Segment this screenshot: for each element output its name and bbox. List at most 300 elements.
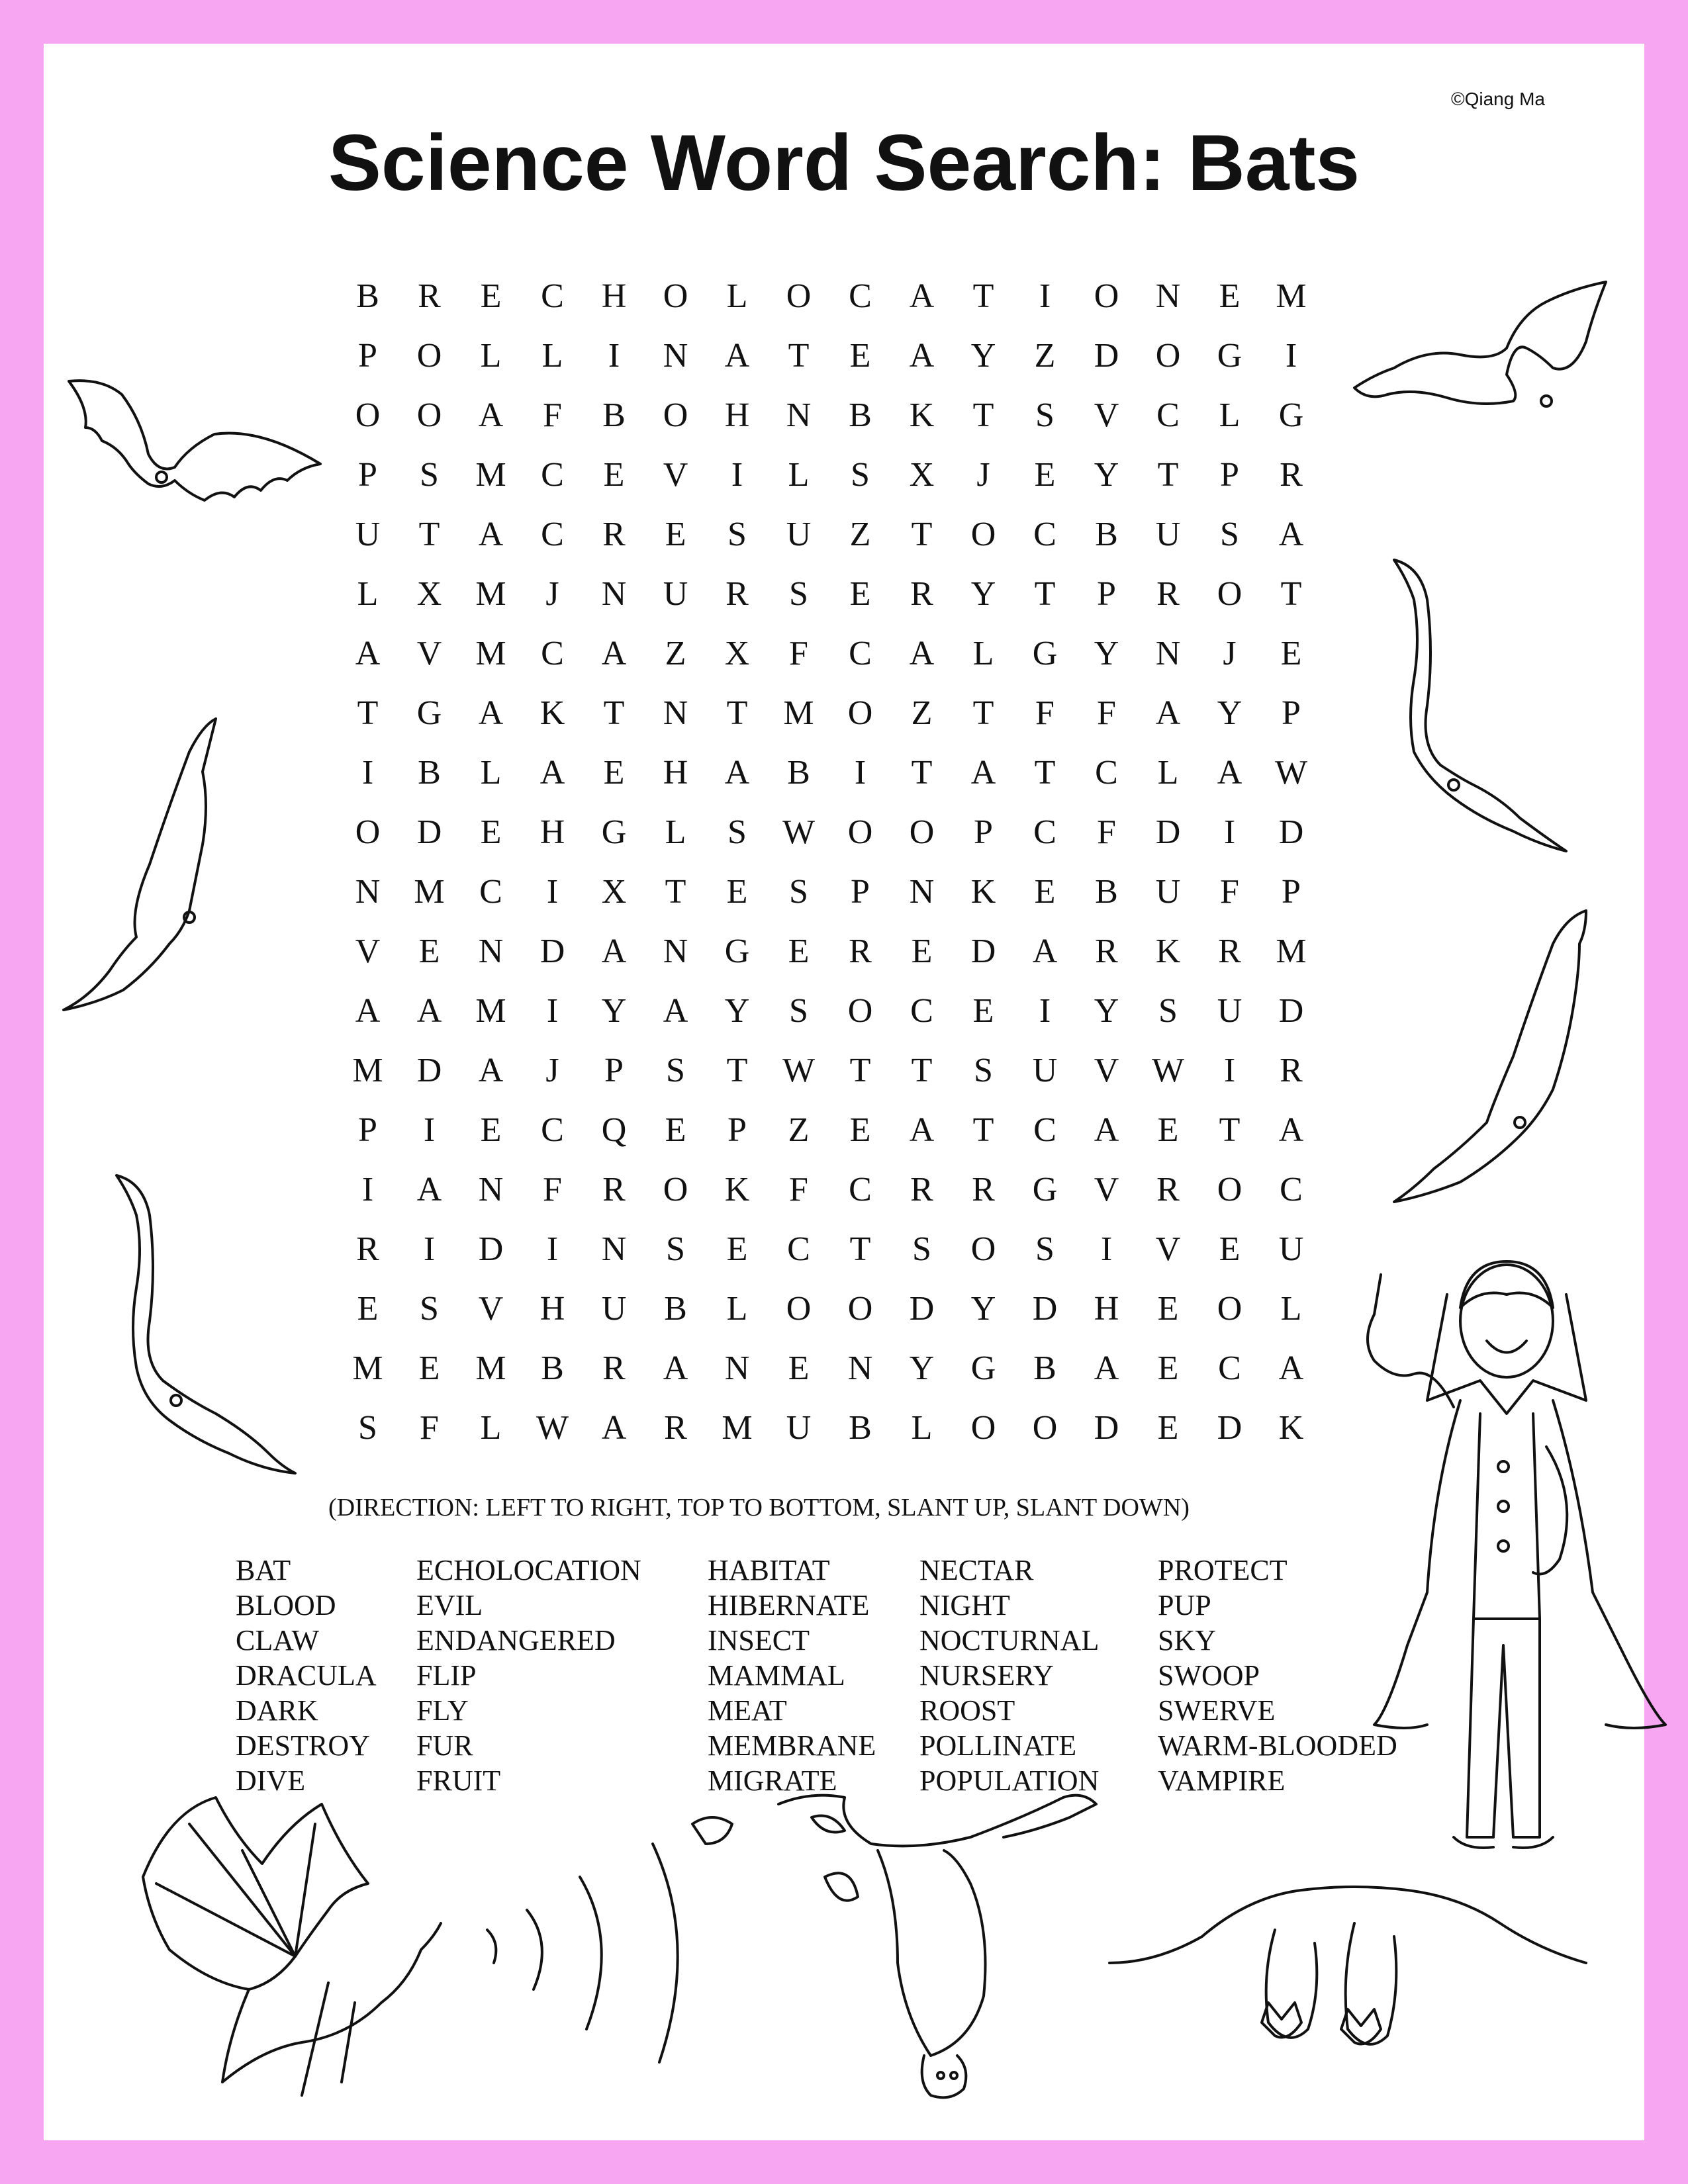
grid-letter: Y <box>1094 991 1119 1030</box>
grid-letter: B <box>849 396 872 434</box>
grid-letter: A <box>1155 694 1181 732</box>
vampire-dracula-illustration <box>1335 1248 1679 1884</box>
grid-letter: A <box>724 336 750 375</box>
grid-letter: P <box>851 872 870 911</box>
grid-letter: D <box>1217 1408 1243 1447</box>
grid-letter: H <box>1094 1289 1119 1328</box>
grid-letter: V <box>1155 1230 1181 1268</box>
grid-letter: A <box>478 1051 504 1089</box>
grid-letter: Z <box>849 515 871 553</box>
grid-letter: B <box>849 1408 872 1447</box>
grid-letter: D <box>909 1289 935 1328</box>
flying-bat-icon <box>103 1169 302 1480</box>
grid-letter: E <box>1034 872 1056 911</box>
grid-letter: W <box>782 813 816 851</box>
grid-letter: W <box>1151 1051 1185 1089</box>
grid-letter: A <box>724 753 750 792</box>
grid-letter: C <box>1033 813 1056 851</box>
grid-letter: K <box>1155 932 1181 970</box>
grid-letter: Y <box>970 336 996 375</box>
grid-letter: A <box>1278 1111 1304 1149</box>
grid-letter: O <box>355 813 381 851</box>
grid-letter: O <box>416 396 442 434</box>
grid-letter: C <box>1280 1170 1303 1208</box>
grid-letter: A <box>909 277 935 315</box>
grid-letter: F <box>789 1170 808 1208</box>
grid-letter: D <box>1094 1408 1119 1447</box>
grid-letter: K <box>1278 1408 1304 1447</box>
grid-letter: I <box>361 1170 374 1208</box>
grid-letter: R <box>1156 1170 1180 1208</box>
grid-letter: B <box>1095 515 1118 553</box>
grid-letter: P <box>358 1111 377 1149</box>
grid-letter: D <box>970 932 996 970</box>
grid-letter: E <box>1219 1230 1241 1268</box>
roosting-bats-illustration <box>1103 1831 1593 2082</box>
grid-letter: U <box>1032 1051 1058 1089</box>
grid-letter: T <box>1219 1111 1241 1149</box>
grid-letter: M <box>352 1051 383 1089</box>
word-list-column <box>919 1553 1099 1798</box>
flying-bat-icon <box>1381 547 1579 858</box>
grid-letter: R <box>910 1170 933 1208</box>
grid-letter: M <box>414 872 445 911</box>
grid-letter: X <box>724 634 750 672</box>
word-list-item: BLOOD <box>236 1589 336 1621</box>
grid-letter: A <box>663 991 688 1030</box>
grid-letter: M <box>1276 277 1307 315</box>
grid-letter: D <box>1278 813 1304 851</box>
grid-letter: A <box>909 634 935 672</box>
grid-letter: C <box>1156 396 1180 434</box>
grid-letter: D <box>478 1230 504 1268</box>
word-list-item: POLLINATE <box>919 1729 1077 1762</box>
grid-letter: O <box>970 515 996 553</box>
grid-letter: S <box>1220 515 1239 553</box>
grid-letter: F <box>1097 694 1116 732</box>
grid-letter: K <box>909 396 935 434</box>
grid-letter: G <box>970 1349 996 1387</box>
grid-letter: T <box>726 694 748 732</box>
grid-letter: T <box>972 396 994 434</box>
grid-letter: T <box>357 694 379 732</box>
grid-letter: S <box>1158 991 1178 1030</box>
grid-letter: U <box>663 574 688 613</box>
grid-letter: S <box>789 991 808 1030</box>
grid-letter: F <box>1097 813 1116 851</box>
grid-letter: E <box>603 753 625 792</box>
word-list-item: NURSERY <box>919 1659 1054 1692</box>
grid-letter: O <box>663 277 688 315</box>
grid-letter: E <box>480 277 502 315</box>
grid-letter: A <box>1032 932 1058 970</box>
grid-letter: L <box>357 574 379 613</box>
grid-letter: C <box>541 277 564 315</box>
grid-letter: S <box>851 455 870 494</box>
echolocating-bat-illustration <box>130 1784 759 2109</box>
grid-letter: I <box>1223 813 1236 851</box>
grid-letter: D <box>539 932 565 970</box>
grid-letter: N <box>1155 277 1181 315</box>
grid-letter: E <box>418 1349 440 1387</box>
grid-letter: C <box>910 991 933 1030</box>
grid-letter: S <box>420 1289 439 1328</box>
grid-letter: I <box>546 991 559 1030</box>
grid-letter: P <box>358 336 377 375</box>
grid-letter: V <box>355 932 381 970</box>
grid-letter: T <box>1280 574 1302 613</box>
grid-letter: Z <box>788 1111 810 1149</box>
grid-letter: R <box>726 574 749 613</box>
copyright-notice: ©Qiang Ma <box>1450 89 1545 109</box>
grid-letter: N <box>847 1349 873 1387</box>
word-list-item: ROOST <box>919 1694 1015 1727</box>
grid-letter: C <box>479 872 502 911</box>
grid-letter: X <box>416 574 442 613</box>
word-list-item: NECTAR <box>919 1554 1034 1586</box>
grid-letter: W <box>782 1051 816 1089</box>
word-list-item: FLY <box>416 1694 469 1727</box>
grid-letter: R <box>602 1170 626 1208</box>
grid-letter: V <box>478 1289 504 1328</box>
grid-letter: O <box>970 1230 996 1268</box>
grid-letter: R <box>602 1349 626 1387</box>
grid-letter: K <box>970 872 996 911</box>
grid-letter: N <box>663 336 688 375</box>
grid-letter: B <box>356 277 379 315</box>
grid-letter: O <box>1217 1170 1243 1208</box>
grid-letter: J <box>1223 634 1237 672</box>
grid-letter: R <box>849 932 872 970</box>
grid-letter: T <box>972 1111 994 1149</box>
word-list-item: MAMMAL <box>708 1659 845 1692</box>
grid-letter: U <box>1155 872 1181 911</box>
grid-letter: N <box>478 1170 504 1208</box>
word-list-column <box>236 1553 377 1798</box>
grid-letter: Y <box>1217 694 1243 732</box>
grid-letter: O <box>416 336 442 375</box>
word-list-column <box>416 1553 641 1798</box>
grid-letter: E <box>418 932 440 970</box>
grid-letter: I <box>608 336 620 375</box>
grid-letter: E <box>1157 1349 1179 1387</box>
grid-letter: A <box>663 1349 688 1387</box>
grid-letter: L <box>480 753 502 792</box>
grid-letter: P <box>358 455 377 494</box>
grid-letter: E <box>480 813 502 851</box>
grid-letter: S <box>789 872 808 911</box>
grid-letter: N <box>1155 634 1181 672</box>
grid-letter: E <box>788 1349 810 1387</box>
grid-letter: T <box>911 515 933 553</box>
word-list-item: MEAT <box>708 1694 787 1727</box>
grid-letter: A <box>1094 1349 1119 1387</box>
word-list-item: NIGHT <box>919 1589 1010 1621</box>
grid-letter: B <box>664 1289 687 1328</box>
grid-letter: X <box>601 872 627 911</box>
grid-letter: S <box>1035 396 1055 434</box>
grid-letter: E <box>1219 277 1241 315</box>
grid-letter: B <box>787 753 810 792</box>
grid-letter: S <box>789 574 808 613</box>
word-list-item: DRACULA <box>236 1659 377 1692</box>
grid-letter: C <box>849 634 872 672</box>
grid-letter: A <box>416 991 442 1030</box>
worksheet-page <box>44 44 1644 2140</box>
grid-letter: M <box>475 455 506 494</box>
grid-letter: E <box>1157 1408 1179 1447</box>
grid-letter: R <box>1095 932 1118 970</box>
word-list-item: NOCTURNAL <box>919 1624 1100 1657</box>
grid-letter: A <box>1278 1349 1304 1387</box>
grid-letter: T <box>603 694 625 732</box>
grid-letter: Z <box>665 634 686 672</box>
grid-letter: R <box>1218 932 1241 970</box>
grid-letter: N <box>663 694 688 732</box>
grid-letter: M <box>783 694 814 732</box>
grid-letter: A <box>909 336 935 375</box>
grid-letter: N <box>601 574 627 613</box>
grid-letter: T <box>665 872 686 911</box>
flying-bat-icon <box>57 712 242 1023</box>
grid-letter: E <box>357 1289 379 1328</box>
grid-letter: N <box>355 872 381 911</box>
grid-letter: L <box>541 336 563 375</box>
grid-letter: J <box>545 1051 559 1089</box>
grid-letter: B <box>418 753 441 792</box>
grid-letter: P <box>1282 694 1301 732</box>
grid-letter: F <box>1035 694 1055 732</box>
grid-letter: T <box>726 1051 748 1089</box>
grid-letter: S <box>727 515 747 553</box>
grid-letter: S <box>1035 1230 1055 1268</box>
grid-letter: R <box>972 1170 995 1208</box>
flying-bat-icon <box>62 368 327 507</box>
word-list-item: SKY <box>1158 1624 1217 1657</box>
grid-letter: A <box>601 932 627 970</box>
grid-letter: E <box>1157 1289 1179 1328</box>
grid-letter: O <box>847 813 873 851</box>
grid-letter: I <box>1223 1051 1236 1089</box>
grid-letter: S <box>420 455 439 494</box>
grid-letter: I <box>361 753 374 792</box>
word-list-item: FRUIT <box>416 1764 501 1797</box>
grid-letter: T <box>1157 455 1179 494</box>
grid-letter: G <box>1278 396 1304 434</box>
grid-letter: I <box>731 455 743 494</box>
grid-letter: C <box>849 277 872 315</box>
grid-letter: O <box>663 1170 688 1208</box>
grid-letter: G <box>416 694 442 732</box>
grid-letter: S <box>727 813 747 851</box>
grid-letter: K <box>724 1170 750 1208</box>
grid-letter: I <box>423 1230 436 1268</box>
grid-letter: G <box>1032 1170 1058 1208</box>
grid-letter: C <box>1033 1111 1056 1149</box>
grid-letter: O <box>1094 277 1119 315</box>
grid-letter: N <box>786 396 812 434</box>
grid-letter: T <box>911 1051 933 1089</box>
grid-letter: O <box>1217 1289 1243 1328</box>
grid-letter: U <box>1278 1230 1304 1268</box>
grid-letter: Z <box>911 694 933 732</box>
grid-letter: L <box>480 1408 502 1447</box>
grid-letter: C <box>541 634 564 672</box>
grid-letter: P <box>727 1111 747 1149</box>
grid-letter: L <box>480 336 502 375</box>
grid-letter: E <box>1280 634 1302 672</box>
grid-letter: H <box>663 753 688 792</box>
word-list-item: SWERVE <box>1158 1694 1276 1727</box>
grid-letter: T <box>418 515 440 553</box>
grid-letter: C <box>541 1111 564 1149</box>
grid-letter: V <box>416 634 442 672</box>
grid-letter: T <box>1034 753 1056 792</box>
grid-letter: T <box>1034 574 1056 613</box>
grid-letter: L <box>726 277 748 315</box>
word-list-item: MEMBRANE <box>708 1729 876 1762</box>
grid-letter: O <box>847 991 873 1030</box>
grid-letter: N <box>724 1349 750 1387</box>
word-list-item: PROTECT <box>1158 1554 1288 1586</box>
grid-letter: O <box>355 396 381 434</box>
grid-letter: C <box>849 1170 872 1208</box>
grid-letter: M <box>1276 932 1307 970</box>
grid-letter: O <box>663 396 688 434</box>
grid-letter: I <box>1285 336 1297 375</box>
grid-letter: C <box>1218 1349 1241 1387</box>
grid-letter: C <box>787 1230 810 1268</box>
grid-letter: D <box>1094 336 1119 375</box>
grid-letter: F <box>543 396 562 434</box>
grid-letter: U <box>601 1289 627 1328</box>
grid-letter: U <box>786 1408 812 1447</box>
grid-letter: G <box>1032 634 1058 672</box>
grid-letter: M <box>475 574 506 613</box>
grid-letter: O <box>786 1289 812 1328</box>
grid-letter: D <box>1032 1289 1058 1328</box>
grid-letter: Z <box>1034 336 1056 375</box>
grid-letter: E <box>911 932 933 970</box>
word-list-item: INSECT <box>708 1624 810 1657</box>
grid-letter: E <box>1034 455 1056 494</box>
grid-letter: L <box>972 634 994 672</box>
grid-letter: C <box>1095 753 1118 792</box>
grid-letter: E <box>603 455 625 494</box>
flying-bat-icon <box>1348 275 1613 421</box>
grid-letter: H <box>539 813 565 851</box>
grid-letter: T <box>788 336 810 375</box>
grid-letter: E <box>726 872 748 911</box>
grid-letter: Y <box>1094 455 1119 494</box>
word-list-item: EVIL <box>416 1589 483 1621</box>
grid-letter: A <box>909 1111 935 1149</box>
word-list-item: HABITAT <box>708 1554 830 1586</box>
grid-letter: U <box>355 515 381 553</box>
grid-letter: X <box>909 455 935 494</box>
grid-letter: A <box>1217 753 1243 792</box>
word-list-item: ENDANGERED <box>416 1624 616 1657</box>
grid-letter: C <box>541 515 564 553</box>
grid-letter: M <box>352 1349 383 1387</box>
grid-letter: A <box>416 1170 442 1208</box>
grid-letter: A <box>1094 1111 1119 1149</box>
grid-letter: V <box>1094 1170 1119 1208</box>
word-list-item: POPULATION <box>919 1764 1100 1797</box>
grid-letter: A <box>355 634 381 672</box>
direction-note: (DIRECTION: LEFT TO RIGHT, TOP TO BOTTOM, SLANT UP, SLANT DOWN) <box>328 1494 1190 1522</box>
word-list-item: SWOOP <box>1158 1659 1260 1692</box>
grid-letter: E <box>849 1111 871 1149</box>
word-list-item: HIBERNATE <box>708 1589 870 1621</box>
letter-grid <box>337 266 1322 1457</box>
word-list-item: ECHOLOCATION <box>416 1554 641 1586</box>
grid-letter: B <box>541 1349 564 1387</box>
grid-letter: C <box>541 455 564 494</box>
grid-letter: B <box>602 396 626 434</box>
grid-letter: I <box>423 1111 436 1149</box>
grid-letter: E <box>665 1111 686 1149</box>
word-list-item: BAT <box>236 1554 291 1586</box>
word-list-item: VAMPIRE <box>1158 1764 1286 1797</box>
grid-letter: P <box>604 1051 624 1089</box>
page-title: Science Word Search: Bats <box>328 118 1360 207</box>
grid-letter: D <box>1155 813 1181 851</box>
grid-letter: F <box>1220 872 1239 911</box>
grid-letter: A <box>539 753 565 792</box>
grid-letter: G <box>601 813 627 851</box>
grid-letter: Y <box>724 991 750 1030</box>
grid-letter: O <box>1032 1408 1058 1447</box>
grid-letter: Y <box>1094 634 1119 672</box>
grid-letter: E <box>849 574 871 613</box>
word-list-item: DESTROY <box>236 1729 370 1762</box>
grid-letter: V <box>1094 1051 1119 1089</box>
grid-letter: S <box>358 1408 377 1447</box>
grid-letter: I <box>1100 1230 1113 1268</box>
grid-letter: G <box>724 932 750 970</box>
grid-letter: O <box>970 1408 996 1447</box>
grid-letter: O <box>786 277 812 315</box>
grid-letter: C <box>1033 515 1056 553</box>
grid-letter: L <box>665 813 686 851</box>
grid-letter: E <box>480 1111 502 1149</box>
grid-letter: Y <box>601 991 627 1030</box>
word-list-item: MIGRATE <box>708 1764 837 1797</box>
grid-letter: T <box>972 277 994 315</box>
grid-letter: D <box>1278 991 1304 1030</box>
grid-letter: H <box>601 277 627 315</box>
word-list-column <box>708 1553 876 1798</box>
grid-letter: A <box>478 396 504 434</box>
grid-letter: O <box>847 1289 873 1328</box>
word-list-item: FLIP <box>416 1659 477 1692</box>
grid-letter: Q <box>601 1111 627 1149</box>
grid-letter: Y <box>970 1289 996 1328</box>
grid-letter: S <box>666 1230 685 1268</box>
grid-letter: V <box>663 455 688 494</box>
grid-letter: U <box>1217 991 1243 1030</box>
grid-letter: E <box>972 991 994 1030</box>
grid-letter: R <box>602 515 626 553</box>
grid-letter: L <box>1157 753 1179 792</box>
grid-letter: T <box>849 1230 871 1268</box>
grid-letter: L <box>1280 1289 1302 1328</box>
grid-letter: R <box>1280 1051 1303 1089</box>
flying-bat-icon <box>1387 904 1606 1215</box>
grid-letter: I <box>854 753 867 792</box>
grid-letter: V <box>1094 396 1119 434</box>
